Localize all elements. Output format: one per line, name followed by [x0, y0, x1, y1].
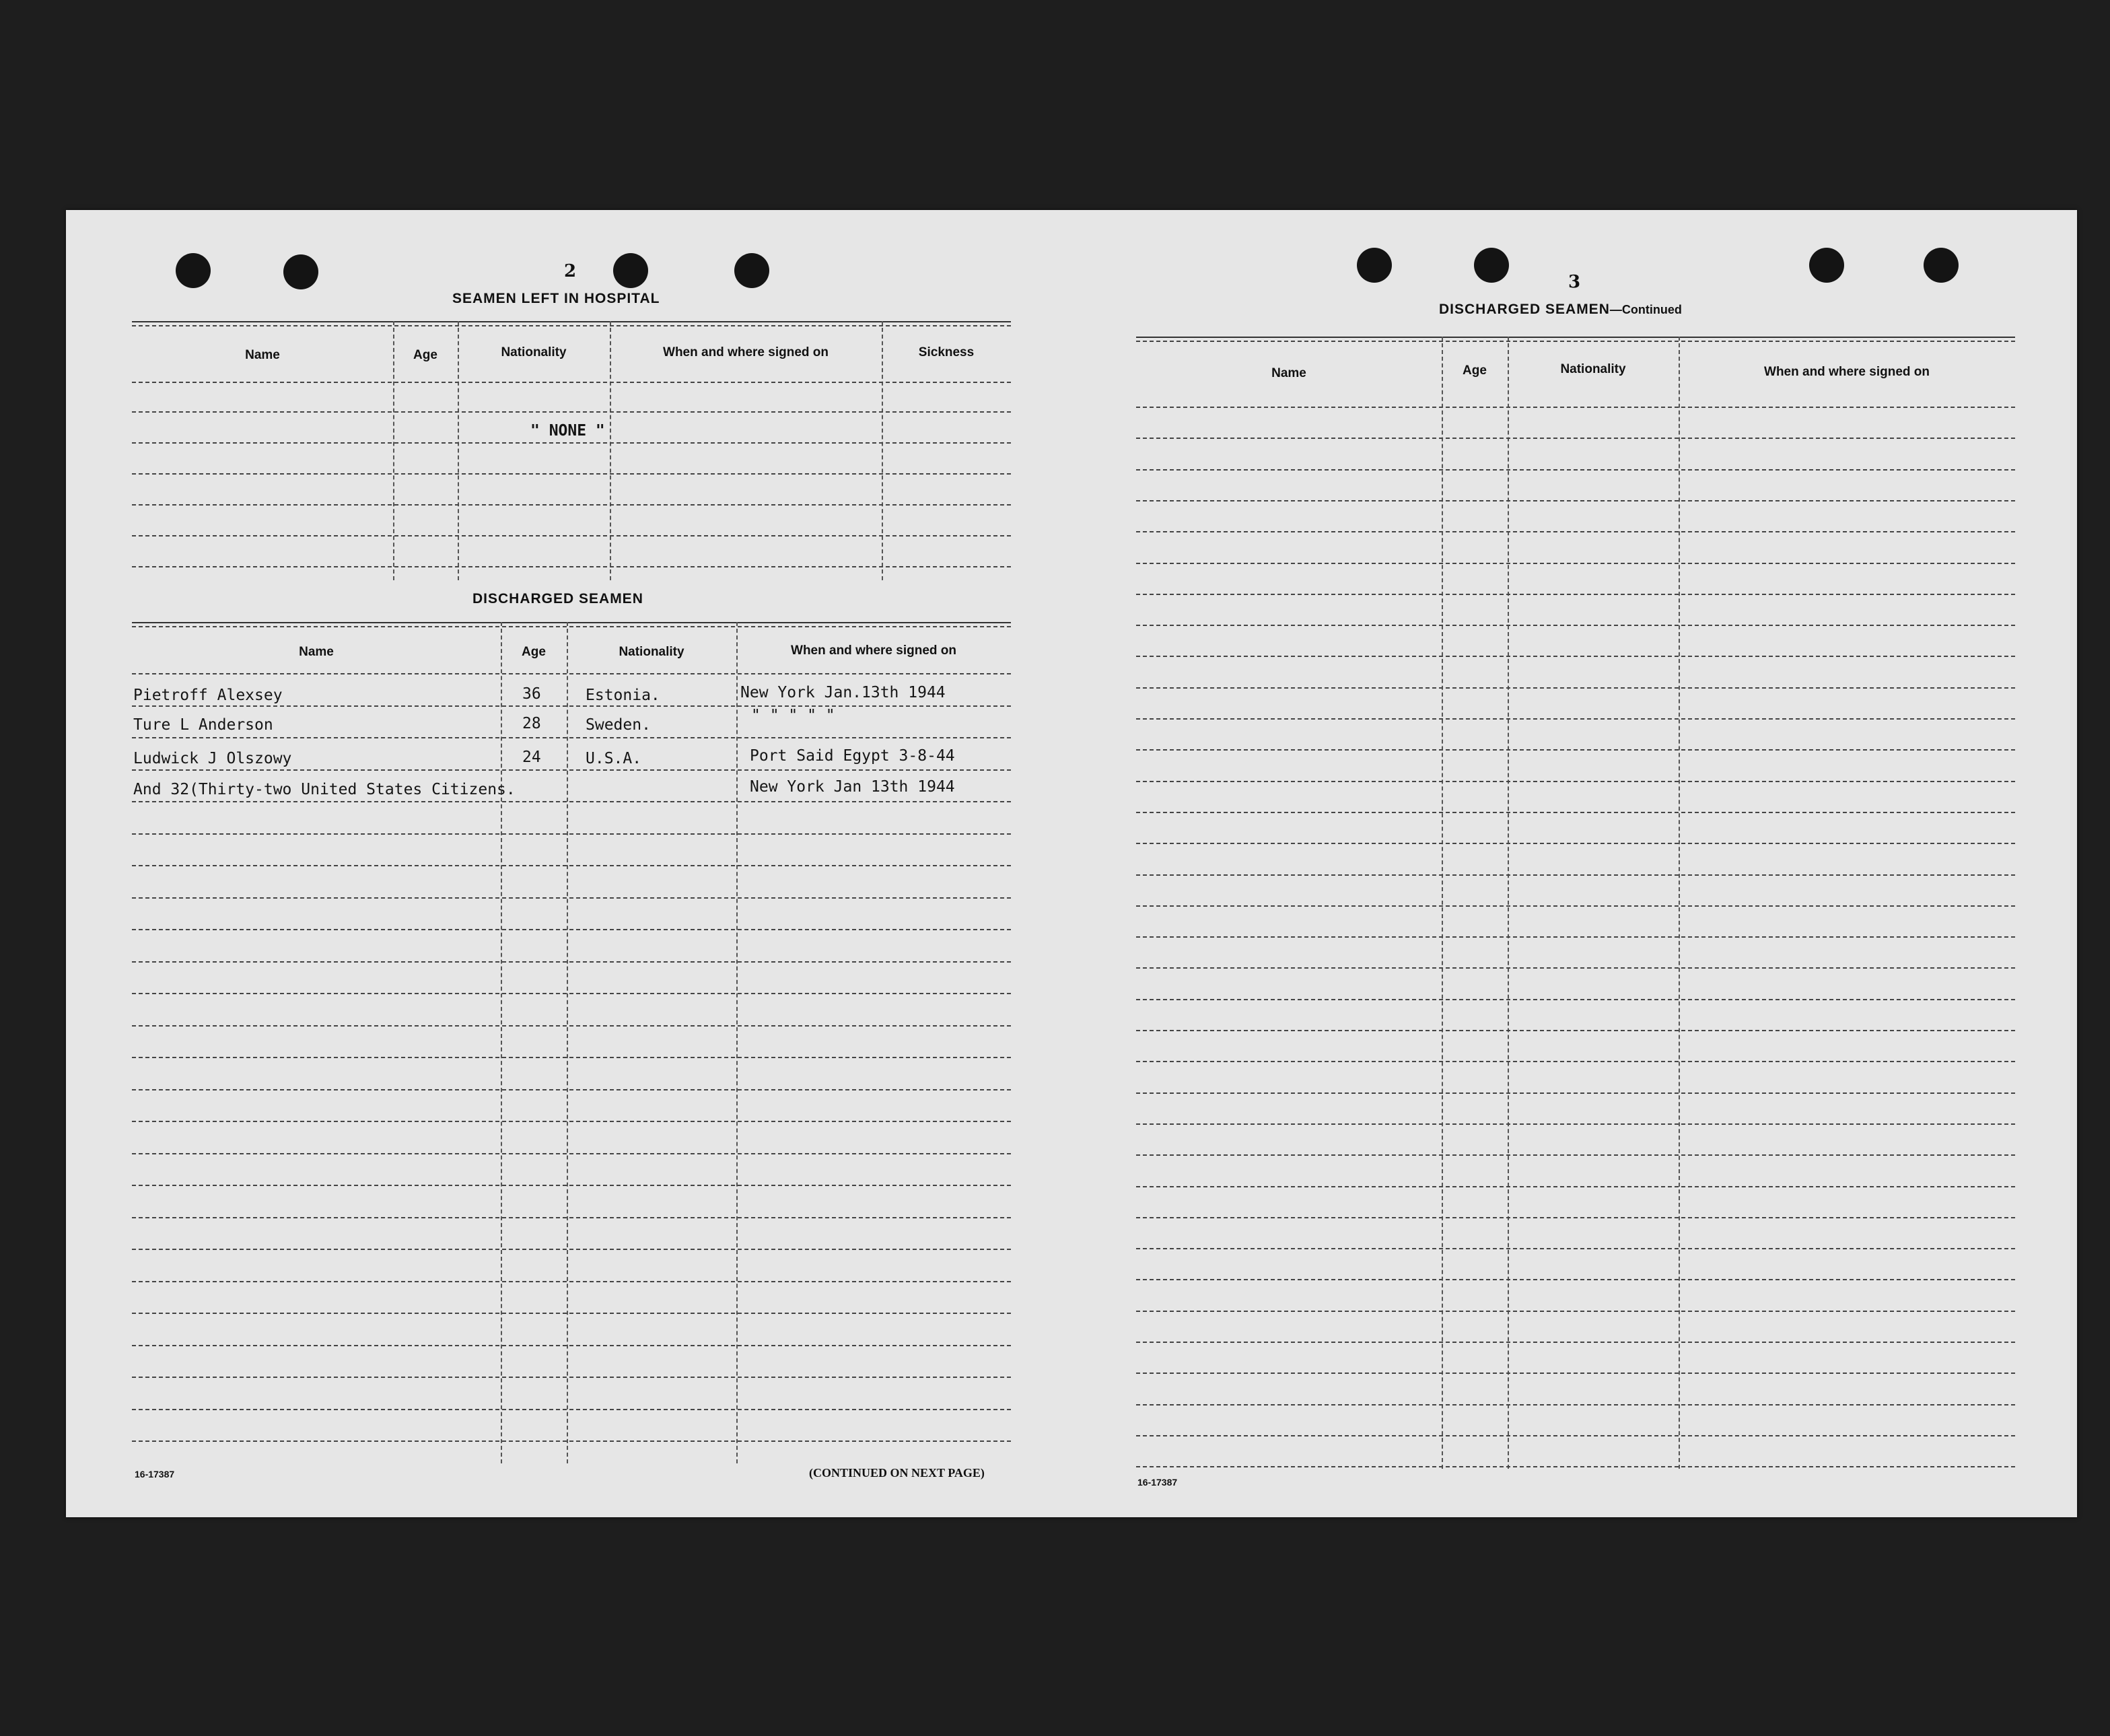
discharged-table — [132, 622, 1011, 1463]
table-rule — [1136, 594, 2015, 595]
table-rule — [132, 1440, 1011, 1442]
table-rule — [1136, 749, 2015, 751]
table-rule — [1136, 438, 2015, 439]
hospital-entry-none: " NONE " — [530, 422, 605, 440]
row-name: And 32(Thirty-two United States Citizens. — [133, 781, 516, 798]
hospital-table — [132, 321, 1011, 580]
table-rule — [1136, 999, 2015, 1000]
table-rule — [1136, 1342, 2015, 1343]
punch-hole — [283, 254, 318, 289]
form-number: 16-17387 — [135, 1469, 175, 1480]
table-rule — [1136, 563, 2015, 564]
table-rule — [1136, 407, 2015, 408]
table-rule — [132, 1377, 1011, 1378]
row-signed-on: New York Jan 13th 1944 — [750, 778, 955, 796]
table-rule — [132, 321, 1011, 322]
table-rule — [132, 1281, 1011, 1282]
discharged-continued-table — [1136, 337, 2015, 1469]
row-signed-on: Port Said Egypt 3-8-44 — [750, 747, 955, 765]
punch-hole — [176, 253, 211, 288]
table-rule — [1136, 1123, 2015, 1125]
table-rule — [132, 1089, 1011, 1090]
table-rule — [1136, 1404, 2015, 1405]
table-rule — [132, 504, 1011, 506]
table-rule — [1136, 843, 2015, 844]
table-rule — [1136, 656, 2015, 657]
col-header-age: Age — [413, 348, 437, 362]
row-signed-on: " " " " " — [751, 707, 835, 724]
table-rule — [1136, 337, 2015, 338]
table-rule — [132, 626, 1011, 627]
column-divider — [736, 622, 738, 1463]
table-rule — [132, 622, 1011, 623]
table-rule — [1136, 1435, 2015, 1436]
punch-hole — [1357, 248, 1392, 283]
table-rule — [132, 737, 1011, 738]
col-header-name: Name — [299, 645, 334, 659]
table-rule — [1136, 936, 2015, 938]
table-rule — [132, 865, 1011, 866]
column-divider — [567, 622, 568, 1463]
col-header-signed-on: When and where signed on — [1764, 365, 1930, 379]
row-nationality: U.S.A. — [586, 750, 642, 767]
table-rule — [1136, 1092, 2015, 1094]
row-age: 36 — [522, 685, 541, 703]
table-rule — [1136, 1154, 2015, 1156]
table-rule — [132, 1121, 1011, 1122]
row-name: Ludwick J Olszowy — [133, 750, 292, 767]
table-rule — [1136, 687, 2015, 689]
table-rule — [132, 929, 1011, 930]
table-rule — [132, 442, 1011, 444]
table-rule — [132, 833, 1011, 835]
row-age: 28 — [522, 715, 541, 732]
table-rule — [132, 1249, 1011, 1250]
table-rule — [132, 1025, 1011, 1027]
title-suffix: —Continued — [1609, 303, 1682, 316]
table-rule — [132, 961, 1011, 963]
table-rule — [1136, 1061, 2015, 1062]
table-rule — [132, 801, 1011, 802]
table-rule — [132, 1185, 1011, 1186]
table-rule — [132, 325, 1011, 326]
form-number: 16-17387 — [1137, 1477, 1178, 1488]
column-divider — [501, 622, 502, 1463]
row-signed-on: New York Jan.13th 1944 — [740, 684, 946, 701]
table-rule — [1136, 1186, 2015, 1187]
section-title-discharged-continued — [1439, 302, 1682, 318]
table-rule — [1136, 718, 2015, 720]
table-rule — [132, 993, 1011, 994]
col-header-signed-on: When and where signed on — [791, 644, 956, 658]
page-number: 3 — [1568, 272, 1581, 292]
table-rule — [132, 705, 1011, 707]
table-rule — [1136, 1279, 2015, 1280]
section-title-discharged: DISCHARGED SEAMEN — [472, 591, 643, 606]
table-rule — [132, 382, 1011, 383]
table-rule — [132, 769, 1011, 771]
row-name: Pietroff Alexsey — [133, 687, 283, 704]
table-rule — [1136, 469, 2015, 471]
row-age: 24 — [522, 749, 541, 766]
col-header-age: Age — [1463, 363, 1487, 378]
table-rule — [132, 1057, 1011, 1058]
table-rule — [132, 1217, 1011, 1218]
col-header-nationality: Nationality — [619, 645, 684, 659]
table-rule — [132, 1345, 1011, 1346]
section-title-hospital: SEAMEN LEFT IN HOSPITAL — [452, 291, 660, 306]
table-rule — [1136, 1311, 2015, 1312]
punch-hole — [734, 253, 769, 288]
table-rule — [1136, 341, 2015, 342]
table-rule — [132, 473, 1011, 475]
table-rule — [1136, 874, 2015, 876]
table-rule — [132, 411, 1011, 413]
column-divider — [1442, 337, 1443, 1469]
row-nationality: Estonia. — [586, 687, 660, 704]
col-header-signed-on: When and where signed on — [663, 345, 829, 359]
table-rule — [1136, 967, 2015, 969]
table-rule — [1136, 1373, 2015, 1374]
document-sheet — [66, 210, 2077, 1517]
table-rule — [1136, 1248, 2015, 1249]
col-header-sickness: Sickness — [918, 345, 975, 359]
punch-hole — [1474, 248, 1509, 283]
col-header-name: Name — [245, 348, 280, 362]
punch-hole — [613, 253, 648, 288]
table-rule — [132, 535, 1011, 536]
table-rule — [132, 566, 1011, 567]
table-rule — [1136, 500, 2015, 501]
table-rule — [1136, 1217, 2015, 1218]
column-divider — [1679, 337, 1680, 1469]
col-header-nationality: Nationality — [1560, 362, 1626, 376]
table-rule — [132, 673, 1011, 674]
column-divider — [1508, 337, 1509, 1469]
table-rule — [1136, 905, 2015, 907]
table-rule — [132, 1153, 1011, 1154]
table-rule — [1136, 531, 2015, 532]
title-text: DISCHARGED SEAMEN — [1439, 302, 1610, 317]
page-number: 2 — [564, 261, 577, 281]
table-rule — [132, 897, 1011, 899]
table-rule — [1136, 812, 2015, 813]
table-rule — [1136, 781, 2015, 782]
col-header-age: Age — [522, 645, 546, 659]
table-rule — [1136, 625, 2015, 626]
col-header-name: Name — [1271, 366, 1306, 380]
punch-hole — [1924, 248, 1959, 283]
row-name: Ture L Anderson — [133, 716, 273, 734]
table-rule — [132, 1313, 1011, 1314]
table-rule — [132, 1409, 1011, 1410]
table-rule — [1136, 1466, 2015, 1467]
col-header-nationality: Nationality — [501, 345, 567, 359]
table-rule — [1136, 1030, 2015, 1031]
row-nationality: Sweden. — [586, 716, 651, 734]
continued-note: (CONTINUED ON NEXT PAGE) — [809, 1466, 985, 1480]
punch-hole — [1809, 248, 1844, 283]
